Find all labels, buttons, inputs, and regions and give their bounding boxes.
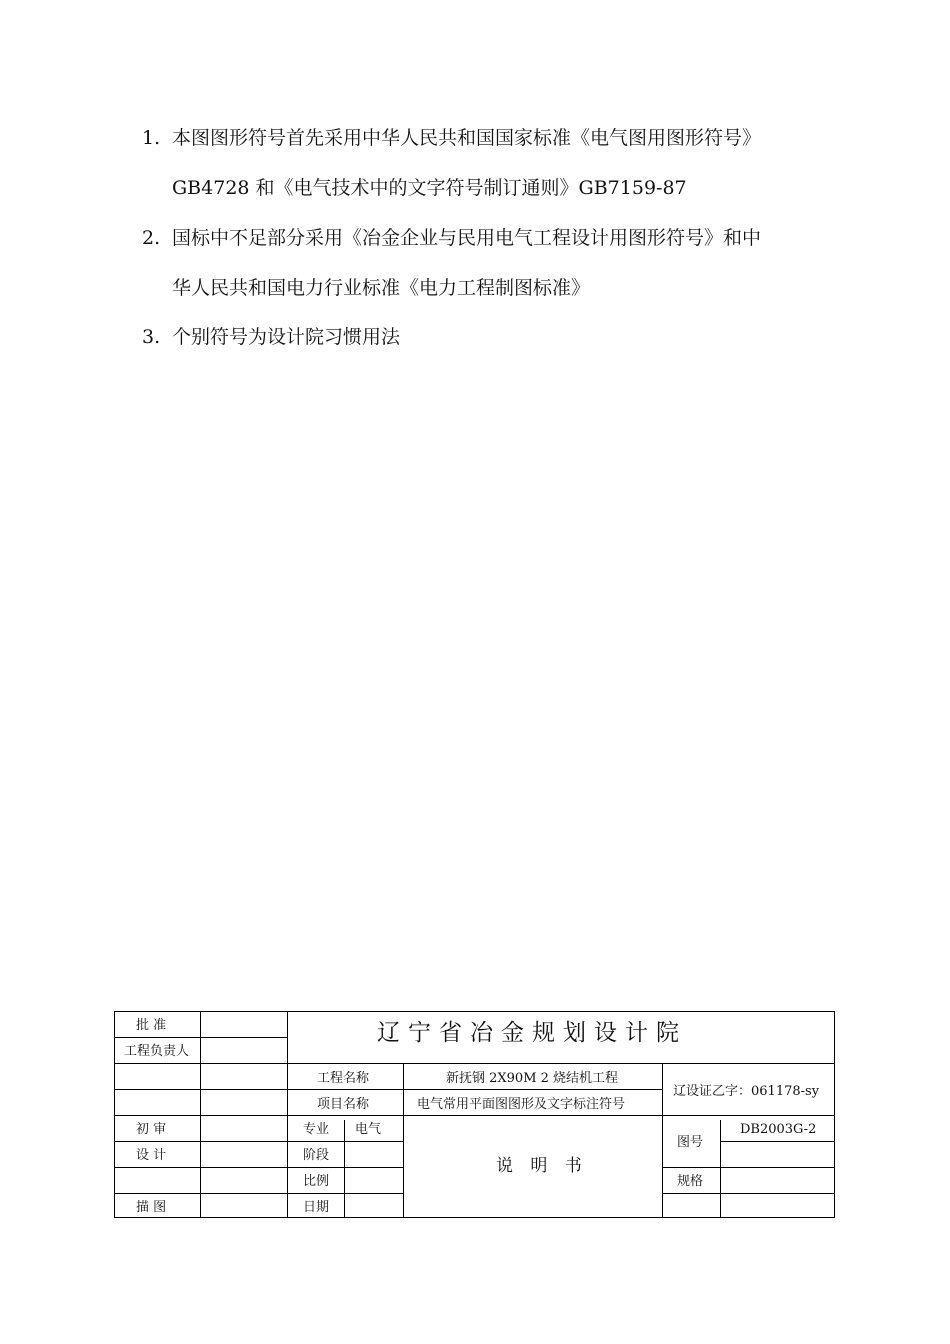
grid-line [115,1193,403,1194]
grid-line [115,1167,403,1168]
grid-line [115,1089,662,1090]
grid-line [115,1141,403,1142]
project-name-label: 工程名称 [317,1071,370,1086]
initial-review-label: 初 审 [136,1122,167,1137]
license-number: 辽设证乙字：061178-sy [673,1084,820,1099]
drawing-label: 描 图 [136,1200,167,1215]
note-1-line-1: 1. 本图图形符号首先采用中华人民共和国国家标准《电气图用图形符号》 [142,127,762,149]
grid-line [115,1115,835,1116]
drawing-number-label: 图号 [677,1135,704,1150]
note-3-number: 3. [142,326,161,348]
grid-line [662,1063,663,1218]
grid-line [662,1193,835,1194]
spec-label: 规格 [677,1174,704,1189]
note-2-line-2: 华人民共和国电力行业标准《电力工程制图标准》 [172,277,591,299]
design-label: 设 计 [136,1148,167,1163]
item-name-value: 电气常用平面图图形及文字标注符号 [417,1097,626,1112]
document-type: 说 明 书 [496,1156,588,1176]
grid-line [115,1063,835,1064]
date-label: 日期 [303,1200,330,1215]
item-name-label: 项目名称 [317,1097,370,1112]
note-2-number: 2. [142,227,161,249]
title-block [114,1011,835,1218]
specialty-label: 专业 [303,1122,330,1137]
grid-line [344,1120,345,1218]
note-1-line-2: GB4728 和《电气技术中的文字符号制订通则》GB7159-87 [172,177,687,199]
stage-label: 阶段 [303,1148,330,1163]
note-3-line-1: 3. 个别符号为设计院习惯用法 [142,326,401,348]
grid-line [720,1120,721,1218]
specialty-value: 电气 [355,1122,382,1137]
note-2-line-1: 2. 国标中不足部分采用《冶金企业与民用电气工程设计用图形符号》和中 [142,227,762,249]
approve-label: 批 准 [136,1018,167,1033]
grid-line [662,1167,835,1168]
grid-line [403,1063,404,1218]
project-lead-label: 工程负责人 [124,1044,190,1059]
scale-label: 比例 [303,1174,330,1189]
grid-line [115,1037,287,1038]
note-1-number: 1. [142,127,161,149]
grid-line [720,1141,835,1142]
drawing-number-value: DB2003G-2 [740,1122,817,1137]
institute-name: 辽宁省冶金规划设计院 [377,1020,687,1046]
project-name-value: 新抚钢 2X90M 2 烧结机工程 [446,1071,619,1086]
